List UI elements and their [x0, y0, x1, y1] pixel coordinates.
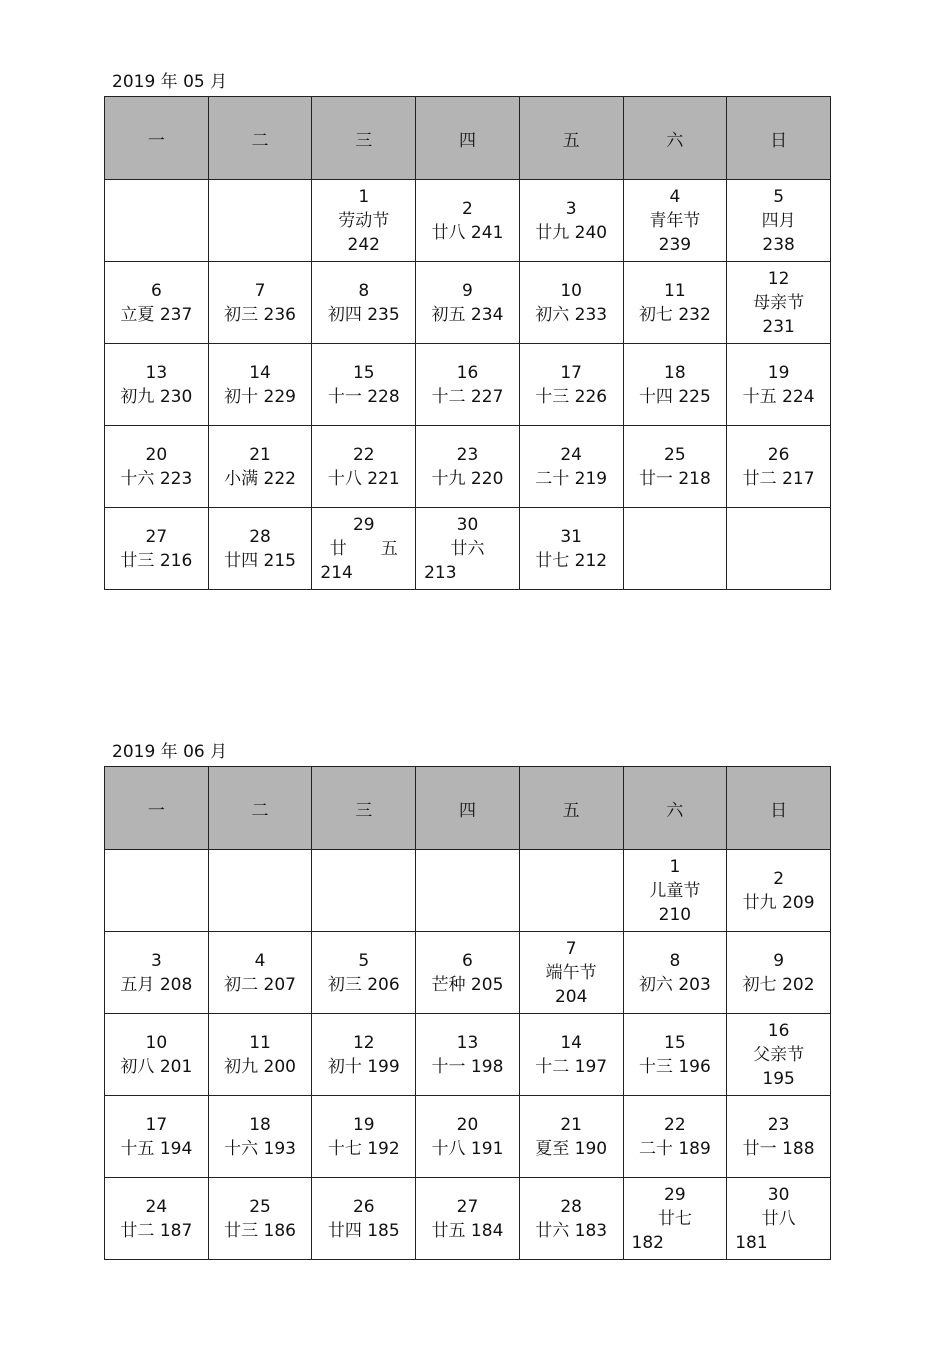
lunar-text: 立夏 237	[120, 304, 193, 325]
weekday-header: 四	[416, 97, 520, 180]
lunar-text: 十七 192	[327, 1138, 400, 1159]
day-number: 12	[352, 1032, 375, 1053]
lunar-text: 廿	[329, 538, 347, 559]
lunar-text: 端午节	[545, 962, 597, 983]
day-cell	[312, 344, 416, 426]
day-number: 5	[358, 950, 370, 971]
day-cell	[519, 932, 623, 1014]
month-title: 2019 年 05 月	[112, 72, 228, 92]
weekday-header: 一	[105, 767, 209, 850]
day-cell	[312, 932, 416, 1014]
day-number: 10	[560, 280, 582, 301]
day-cell	[519, 426, 623, 508]
lunar-text: 二十 189	[638, 1138, 711, 1159]
lunar-text: 廿三 186	[224, 1220, 296, 1241]
day-number: 14	[560, 1032, 582, 1053]
lunar-text: 廿九 240	[535, 222, 608, 243]
day-cell	[208, 1014, 312, 1096]
day-number: 19	[767, 362, 790, 383]
week-row	[105, 932, 831, 1014]
day-cell	[208, 932, 312, 1014]
day-cell	[623, 1178, 727, 1260]
day-count: 213	[424, 562, 457, 583]
day-cell	[519, 1178, 623, 1260]
day-number: 1	[669, 856, 681, 877]
lunar-text: 母亲节	[753, 292, 805, 313]
lunar-text: 初七 232	[638, 304, 711, 325]
day-cell	[312, 426, 416, 508]
weekday-header: 四	[416, 767, 520, 850]
lunar-text: 儿童节	[649, 880, 701, 901]
day-number: 20	[145, 444, 168, 465]
lunar-text: 廿七 212	[535, 550, 608, 571]
day-number: 24	[560, 444, 582, 465]
day-cell	[105, 508, 209, 590]
weekday-header: 日	[727, 97, 831, 180]
day-cell	[519, 1014, 623, 1096]
day-number: 7	[254, 280, 266, 301]
day-cell	[416, 262, 520, 344]
lunar-text: 初九 230	[120, 386, 193, 407]
empty-day-cell	[623, 508, 727, 590]
day-cell	[623, 850, 727, 932]
day-number: 6	[462, 950, 473, 971]
weekday-header: 二	[208, 97, 312, 180]
calendar-june-2019	[104, 738, 831, 1260]
week-row	[105, 426, 831, 508]
week-row	[105, 508, 831, 590]
day-cell	[519, 1096, 623, 1178]
day-number: 26	[767, 444, 790, 465]
lunar-text: 十三 226	[535, 386, 608, 407]
day-number: 30	[767, 1184, 790, 1205]
day-number: 22	[352, 444, 375, 465]
day-cell	[312, 180, 416, 262]
lunar-text: 231	[762, 316, 795, 337]
lunar-text: 廿六 183	[535, 1220, 608, 1241]
day-number: 25	[664, 444, 686, 465]
lunar-text: 五	[380, 538, 398, 559]
day-cell	[312, 508, 416, 590]
day-cell	[727, 1096, 831, 1178]
day-number: 15	[352, 362, 375, 383]
lunar-text: 青年节	[649, 210, 701, 231]
empty-day-cell	[312, 850, 416, 932]
lunar-text: 四月	[761, 210, 796, 231]
lunar-text: 初七 202	[742, 974, 815, 995]
lunar-text: 十二 227	[431, 386, 504, 407]
day-number: 16	[456, 362, 479, 383]
empty-day-cell	[519, 850, 623, 932]
day-number: 15	[664, 1032, 686, 1053]
day-number: 27	[145, 526, 168, 547]
day-cell	[416, 932, 520, 1014]
week-row	[105, 262, 831, 344]
day-cell	[208, 426, 312, 508]
day-cell	[416, 180, 520, 262]
week-row	[105, 344, 831, 426]
lunar-text: 廿六	[450, 538, 485, 559]
day-number: 23	[767, 1114, 790, 1135]
weekday-header: 六	[623, 767, 727, 850]
lunar-text: 二十 219	[535, 468, 608, 489]
day-number: 30	[456, 514, 479, 535]
lunar-text: 初三 236	[224, 304, 296, 325]
week-row	[105, 1014, 831, 1096]
lunar-text: 204	[554, 986, 588, 1007]
day-number: 29	[352, 514, 375, 535]
lunar-text: 十六 193	[224, 1138, 296, 1159]
day-number: 17	[145, 1114, 168, 1135]
day-cell	[105, 426, 209, 508]
lunar-text: 十五 194	[120, 1138, 193, 1159]
day-number: 3	[565, 198, 577, 219]
lunar-text: 十一 228	[327, 386, 400, 407]
lunar-text: 十五 224	[742, 386, 815, 407]
day-cell	[208, 1096, 312, 1178]
day-cell	[416, 426, 520, 508]
day-number: 19	[352, 1114, 375, 1135]
empty-day-cell	[208, 850, 312, 932]
day-number: 16	[767, 1020, 790, 1041]
day-number: 22	[664, 1114, 686, 1135]
day-cell	[416, 1096, 520, 1178]
day-cell	[312, 262, 416, 344]
lunar-text: 初八 201	[120, 1056, 193, 1077]
lunar-text: 初六 233	[535, 304, 608, 325]
week-row	[105, 180, 831, 262]
day-cell	[519, 508, 623, 590]
day-number: 11	[249, 1032, 271, 1053]
day-cell	[623, 426, 727, 508]
lunar-text: 十六 223	[120, 468, 193, 489]
empty-day-cell	[105, 850, 209, 932]
day-cell	[519, 344, 623, 426]
day-number: 26	[352, 1196, 375, 1217]
lunar-text: 初十 229	[224, 386, 296, 407]
day-cell	[623, 1096, 727, 1178]
day-number: 25	[249, 1196, 271, 1217]
lunar-text: 初三 206	[327, 974, 400, 995]
day-cell	[727, 344, 831, 426]
lunar-text: 初四 235	[327, 304, 400, 325]
lunar-text: 初十 199	[327, 1056, 400, 1077]
day-count: 214	[320, 562, 353, 583]
day-cell	[727, 1178, 831, 1260]
day-cell	[727, 262, 831, 344]
day-cell	[105, 262, 209, 344]
day-number: 20	[456, 1114, 479, 1135]
day-number: 27	[456, 1196, 479, 1217]
day-number: 3	[150, 950, 162, 971]
day-number: 10	[145, 1032, 168, 1053]
week-row	[105, 1178, 831, 1260]
lunar-text: 廿九 209	[742, 892, 815, 913]
day-number: 24	[145, 1196, 168, 1217]
day-number: 2	[462, 198, 473, 219]
lunar-text: 廿二 187	[120, 1220, 193, 1241]
lunar-text: 廿一 188	[742, 1138, 815, 1159]
day-number: 12	[767, 268, 790, 289]
day-number: 31	[560, 526, 582, 547]
day-number: 8	[358, 280, 370, 301]
day-number: 21	[560, 1114, 582, 1135]
lunar-text: 夏至 190	[535, 1138, 608, 1159]
lunar-text-split	[312, 537, 415, 561]
calendar-grid	[104, 766, 831, 1260]
lunar-text: 五月 208	[120, 974, 193, 995]
day-number: 23	[456, 444, 479, 465]
day-cell	[623, 262, 727, 344]
day-number: 13	[456, 1032, 479, 1053]
lunar-text: 十四 225	[638, 386, 711, 407]
calendar-may-2019	[104, 68, 831, 590]
lunar-text: 239	[658, 234, 692, 255]
weekday-header: 三	[312, 97, 416, 180]
day-cell	[727, 180, 831, 262]
day-cell	[312, 1014, 416, 1096]
lunar-text: 廿三 216	[120, 550, 193, 571]
empty-day-cell	[208, 180, 312, 262]
day-cell	[727, 426, 831, 508]
day-cell	[727, 850, 831, 932]
lunar-text: 十一 198	[431, 1056, 504, 1077]
weekday-header: 六	[623, 97, 727, 180]
day-cell	[519, 180, 623, 262]
lunar-text: 廿七	[657, 1208, 692, 1229]
day-cell	[623, 932, 727, 1014]
day-cell	[519, 262, 623, 344]
lunar-text: 十八 191	[431, 1138, 504, 1159]
day-number: 2	[773, 868, 785, 889]
lunar-text: 廿五 184	[431, 1220, 504, 1241]
lunar-text: 廿一 218	[638, 468, 711, 489]
weekday-header: 五	[519, 97, 623, 180]
day-number: 8	[669, 950, 681, 971]
day-number: 21	[249, 444, 271, 465]
lunar-text: 十八 221	[327, 468, 400, 489]
day-cell	[623, 1014, 727, 1096]
lunar-text: 廿八 241	[431, 222, 504, 243]
day-number: 4	[669, 186, 681, 207]
day-cell	[416, 1178, 520, 1260]
lunar-text: 初六 203	[638, 974, 711, 995]
day-cell	[416, 1014, 520, 1096]
weekday-header: 日	[727, 767, 831, 850]
empty-day-cell	[105, 180, 209, 262]
day-number: 17	[560, 362, 582, 383]
day-number: 9	[773, 950, 785, 971]
day-cell	[623, 344, 727, 426]
day-cell	[416, 508, 520, 590]
day-number: 5	[773, 186, 785, 207]
weekday-header: 三	[312, 767, 416, 850]
day-number: 7	[565, 938, 577, 959]
day-number: 9	[462, 280, 473, 301]
day-number: 14	[249, 362, 271, 383]
week-row	[105, 850, 831, 932]
lunar-text: 父亲节	[753, 1044, 805, 1065]
lunar-text: 廿四 215	[224, 550, 296, 571]
day-number: 6	[150, 280, 162, 301]
day-number: 1	[358, 186, 370, 207]
lunar-text: 劳动节	[338, 210, 390, 231]
day-cell	[105, 344, 209, 426]
day-number: 4	[254, 950, 266, 971]
day-count: 182	[631, 1232, 664, 1253]
lunar-text: 初二 207	[224, 974, 296, 995]
weekday-header: 五	[519, 767, 623, 850]
day-cell	[727, 932, 831, 1014]
day-cell	[208, 508, 312, 590]
lunar-text: 初五 234	[431, 304, 504, 325]
lunar-text: 242	[347, 234, 380, 255]
day-number: 11	[664, 280, 686, 301]
day-cell	[105, 1014, 209, 1096]
day-cell	[105, 1096, 209, 1178]
lunar-text: 210	[658, 904, 692, 925]
day-cell	[312, 1096, 416, 1178]
lunar-text: 芒种 205	[431, 974, 504, 995]
lunar-text: 廿八	[761, 1208, 796, 1229]
lunar-text: 廿四 185	[327, 1220, 400, 1241]
lunar-text: 廿二 217	[742, 468, 815, 489]
day-number: 28	[249, 526, 271, 547]
day-count: 181	[735, 1232, 768, 1253]
day-number: 28	[560, 1196, 582, 1217]
weekday-header-row	[105, 97, 831, 180]
day-number: 18	[249, 1114, 271, 1135]
weekday-header: 二	[208, 767, 312, 850]
day-cell	[312, 1178, 416, 1260]
day-number: 29	[664, 1184, 686, 1205]
weekday-header: 一	[105, 97, 209, 180]
day-cell	[623, 180, 727, 262]
day-cell	[208, 344, 312, 426]
day-cell	[208, 262, 312, 344]
month-title: 2019 年 06 月	[112, 742, 228, 762]
empty-day-cell	[727, 508, 831, 590]
lunar-text: 初九 200	[224, 1056, 296, 1077]
day-cell	[105, 932, 209, 1014]
empty-day-cell	[416, 850, 520, 932]
weekday-header-row	[105, 767, 831, 850]
lunar-text: 小满 222	[224, 468, 296, 489]
day-number: 13	[145, 362, 168, 383]
lunar-text: 十二 197	[535, 1056, 608, 1077]
lunar-text: 238	[762, 234, 795, 255]
lunar-text: 十三 196	[638, 1056, 711, 1077]
calendar-grid	[104, 96, 831, 590]
day-cell	[105, 1178, 209, 1260]
lunar-text: 195	[762, 1068, 795, 1089]
lunar-text: 十九 220	[431, 468, 504, 489]
day-cell	[727, 1014, 831, 1096]
day-cell	[416, 344, 520, 426]
day-number: 18	[664, 362, 686, 383]
week-row	[105, 1096, 831, 1178]
day-cell	[208, 1178, 312, 1260]
